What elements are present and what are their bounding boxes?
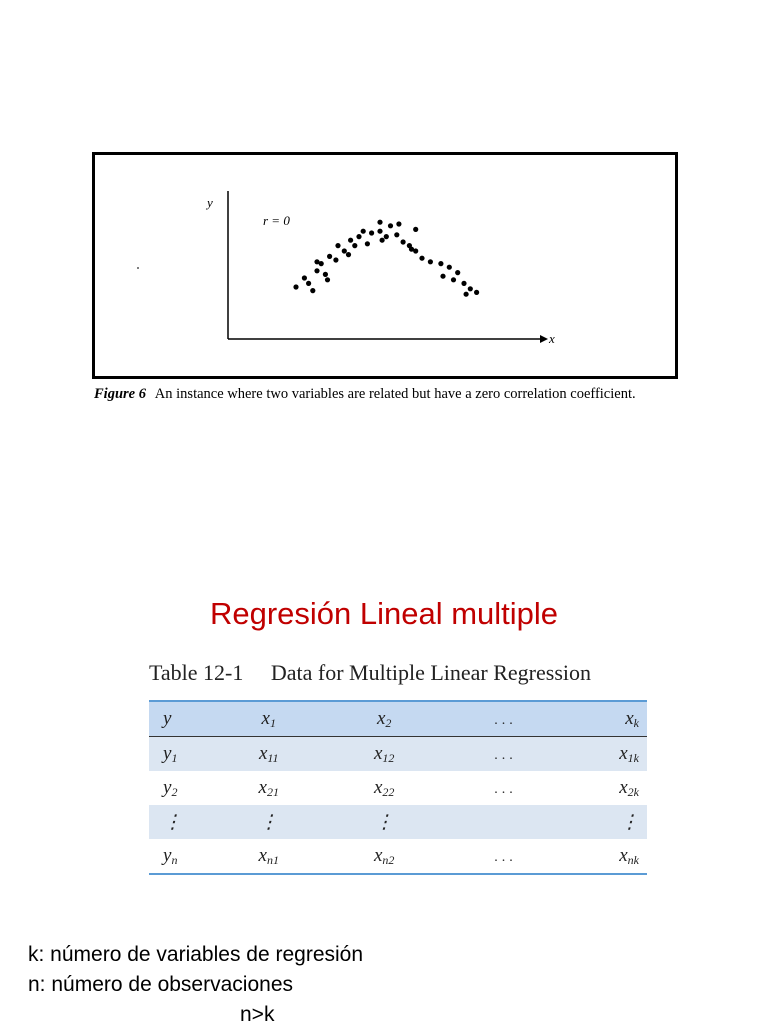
- table-cell: [442, 805, 569, 839]
- scatter-point: [314, 259, 319, 264]
- table-cell: ⋮: [149, 805, 211, 839]
- scatter-point: [394, 232, 399, 237]
- table-cell: $x_{11}$: [211, 737, 326, 772]
- scatter-point: [428, 259, 433, 264]
- figure-caption: [94, 386, 682, 402]
- scatter-point: [302, 275, 307, 280]
- scatter-point: [310, 288, 315, 293]
- scatter-point: [333, 257, 338, 262]
- figure-caption-label: Figure 6: [94, 386, 146, 402]
- regression-data-table: [149, 700, 647, 875]
- table-row: [149, 771, 647, 805]
- scatter-point: [314, 268, 319, 273]
- scatter-point: [377, 229, 382, 234]
- scatter-point: [323, 272, 328, 277]
- scatter-point: [365, 241, 370, 246]
- note-k-definition: k: número de variables de regresión: [28, 943, 364, 966]
- table-cell: ⋮: [569, 805, 647, 839]
- table-cell: ...: [494, 782, 517, 797]
- scatter-point: [468, 286, 473, 291]
- table-cell: $x_{n1}$: [258, 844, 279, 867]
- table-caption-text: Data for Multiple Linear Regression: [270, 660, 592, 685]
- scatter-point: [348, 238, 353, 243]
- table-cell: $x_{1k}$: [569, 737, 647, 772]
- scatter-point: [352, 243, 357, 248]
- header-cell-ellipsis: ...: [442, 701, 569, 737]
- scatter-point: [464, 292, 469, 297]
- correlation-annotation: r = 0: [263, 213, 290, 228]
- scatter-point: [377, 220, 382, 225]
- table-cell: $x_{2k}$: [619, 776, 639, 799]
- table-caption: [149, 660, 591, 686]
- table-cell: $x_{nk}$: [619, 844, 639, 867]
- table-cell: $x_{22}$: [373, 776, 395, 799]
- scatter-point: [342, 248, 347, 253]
- scatter-point: [388, 223, 393, 228]
- scatter-point: [325, 277, 330, 282]
- scatter-point: [447, 265, 452, 270]
- scatter-point: [438, 261, 443, 266]
- scatter-point: [346, 252, 351, 257]
- header-cell-y: y: [149, 701, 211, 737]
- table-row: [149, 737, 647, 772]
- scatter-point: [455, 270, 460, 275]
- x-axis-label: x: [549, 331, 555, 346]
- scatter-point: [327, 254, 332, 259]
- table-caption-number: Table 12-1: [149, 660, 244, 685]
- table-header-row: [149, 701, 647, 737]
- scatter-point: [419, 256, 424, 261]
- table-cell: $x_{12}$: [326, 737, 441, 772]
- table-cell: $y_1$: [149, 737, 211, 772]
- scatter-point: [306, 281, 311, 286]
- definitions-notes: [28, 940, 363, 1030]
- table-cell: $x_{21}$: [258, 776, 279, 799]
- scatter-point: [356, 234, 361, 239]
- y-axis-label: y: [207, 195, 213, 210]
- table-cell: $x_{n2}$: [373, 844, 395, 867]
- stray-mark: [137, 267, 139, 269]
- scatter-point: [293, 284, 298, 289]
- scatter-point: [380, 238, 385, 243]
- table-cell: ⋮: [326, 805, 441, 839]
- header-cell-x2: $x_2$: [326, 701, 441, 737]
- scatter-point: [461, 281, 466, 286]
- scatter-point: [440, 274, 445, 279]
- figure-caption-text: An instance where two variables are related but have a zero correlation coefficient.: [154, 386, 636, 402]
- scatter-point: [409, 247, 414, 252]
- x-axis-arrowhead: [540, 335, 548, 343]
- note-condition: n>k: [240, 1003, 275, 1026]
- table-cell: $y_2$: [163, 776, 178, 799]
- scatter-point: [369, 230, 374, 235]
- figure-frame: [92, 152, 678, 379]
- table-row: [149, 839, 647, 874]
- slide-title: Regresión Lineal multiple: [209, 596, 559, 631]
- scatter-point: [384, 234, 389, 239]
- table-row: [149, 805, 647, 839]
- note-n-definition: n: número de observaciones: [28, 973, 293, 996]
- header-cell-x1: $x_1$: [211, 701, 326, 737]
- table-cell: ...: [494, 850, 517, 865]
- scatter-point: [396, 221, 401, 226]
- table-cell: ...: [442, 737, 569, 772]
- scatter-point: [401, 239, 406, 244]
- table-cell: $y_n$: [163, 844, 178, 867]
- scatter-point: [361, 229, 366, 234]
- header-cell-xk: $x_k$: [569, 701, 647, 737]
- scatter-points: [293, 220, 479, 297]
- scatter-plot: [95, 155, 675, 376]
- scatter-point: [474, 290, 479, 295]
- scatter-point: [413, 227, 418, 232]
- scatter-point: [451, 277, 456, 282]
- table-cell: ⋮: [211, 805, 326, 839]
- scatter-point: [335, 243, 340, 248]
